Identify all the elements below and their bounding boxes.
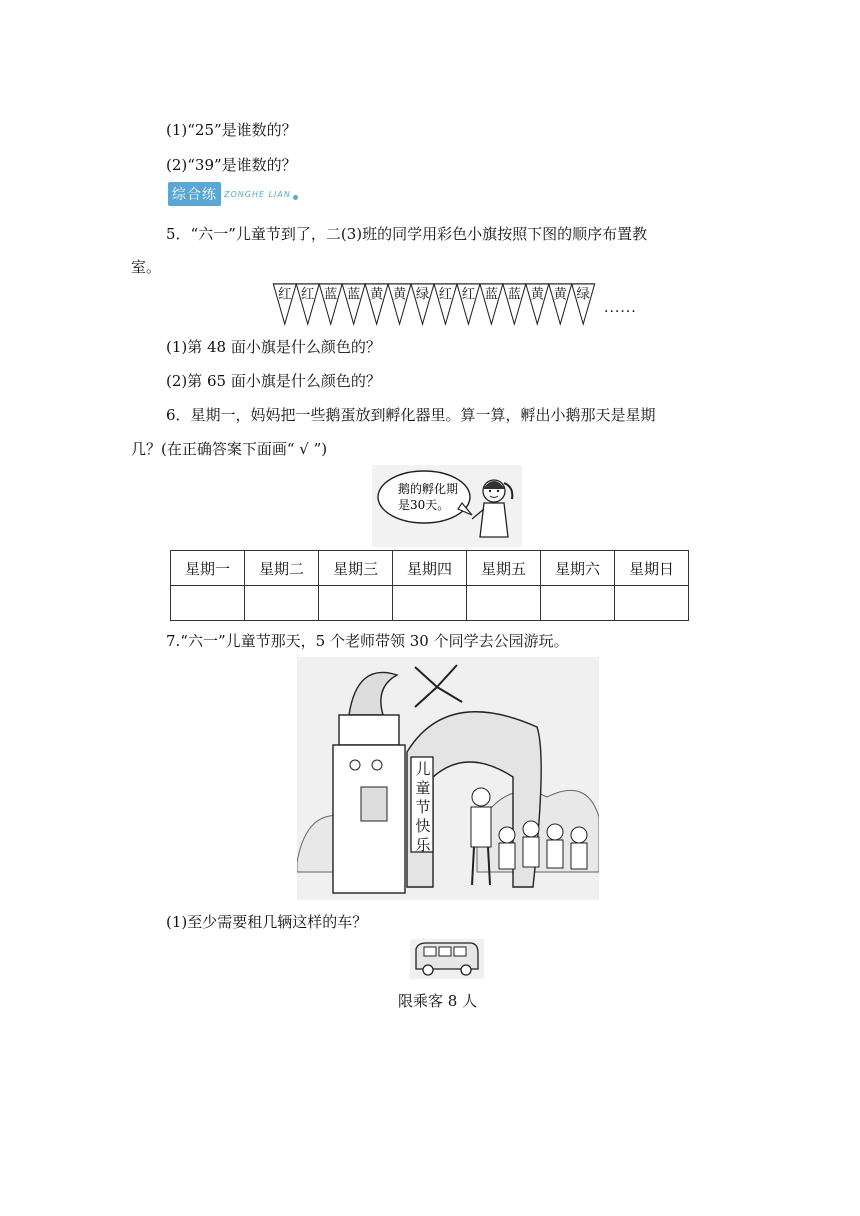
answer-cell[interactable]: [319, 586, 393, 621]
answer-cell[interactable]: [393, 586, 467, 621]
q6-line1: 6．星期一，妈妈把一些鹅蛋放到孵化器里。算一算，孵出小鹅那天是星期: [166, 406, 656, 424]
banner-char: 节: [415, 798, 431, 816]
banner-char: 乐: [415, 836, 431, 854]
weekday-header-row: [171, 551, 689, 586]
flag-label: 蓝: [346, 287, 361, 303]
q5-sub1: (1)第 48 面小旗是什么颜色的？: [166, 338, 381, 356]
answer-cell[interactable]: [467, 586, 541, 621]
weekday-cell: 星期四: [393, 551, 467, 586]
flag-label: 黄: [553, 287, 567, 303]
answer-cell[interactable]: [615, 586, 689, 621]
flag-label: 绿: [576, 287, 590, 303]
section-badge-sub: ZONGHE LIAN: [224, 189, 291, 199]
q4-sub1: (1)“25”是谁数的？: [166, 121, 297, 139]
q7-sub1: (1)至少需要租几辆这样的车？: [166, 913, 368, 931]
section-badge: [168, 183, 298, 205]
q7-line1: 7.“六一”儿童节那天，5 个老师带领 30 个同学去公园游玩。: [166, 632, 569, 650]
flag-label: 黄: [392, 287, 407, 303]
flag-label: 红: [301, 287, 315, 303]
bubble-text-1: 鹅的孵化期: [398, 482, 459, 496]
weekday-cell: 星期三: [319, 551, 393, 586]
weekday-cell: 星期二: [245, 551, 319, 586]
park-gate-illustration: [297, 657, 599, 900]
weekday-cell: 星期五: [467, 551, 541, 586]
bubble-text-2: 是30天。: [398, 498, 450, 512]
flag-label: 红: [461, 287, 476, 303]
bus-icon: [410, 939, 484, 979]
q4-sub2: (2)“39”是谁数的？: [166, 156, 297, 174]
weekday-answer-row[interactable]: [171, 586, 689, 621]
weekday-cell: 星期日: [615, 551, 689, 586]
flag-label: 蓝: [324, 287, 338, 303]
q5-line2: 室。: [131, 258, 162, 276]
q5-line1: 5．“六一”儿童节到了，二(3)班的同学用彩色小旗按照下图的顺序布置教: [166, 225, 648, 243]
q5-sub2: (2)第 65 面小旗是什么颜色的？: [166, 372, 381, 390]
flag-label: 黄: [369, 287, 384, 303]
weekday-cell: 星期六: [541, 551, 615, 586]
girl-speech-illustration: [372, 465, 522, 547]
banner-char: 快: [415, 817, 431, 835]
flag-label: 黄: [530, 287, 544, 303]
bus-caption: 限乘客 8 人: [398, 992, 478, 1010]
flag-string: [266, 282, 602, 326]
flags-ellipsis: ......: [604, 300, 637, 316]
flag-label: 红: [438, 287, 453, 303]
weekday-cell: 星期一: [171, 551, 245, 586]
flag-label: 蓝: [484, 287, 499, 303]
banner-char: 童: [415, 779, 431, 797]
flag-label: 红: [278, 287, 292, 303]
banner-char: 儿: [415, 760, 431, 778]
flag-label: 蓝: [507, 287, 522, 303]
answer-cell[interactable]: [541, 586, 615, 621]
q6-line2: 几？(在正确答案下面画“ √ ”): [131, 440, 328, 458]
park-banner: [414, 760, 432, 855]
weekday-table: [170, 550, 689, 621]
answer-cell[interactable]: [171, 586, 245, 621]
answer-cell[interactable]: [245, 586, 319, 621]
section-badge-label: 综合练: [168, 182, 221, 206]
flag-label: 绿: [415, 287, 430, 303]
badge-dot-icon: [293, 195, 298, 200]
